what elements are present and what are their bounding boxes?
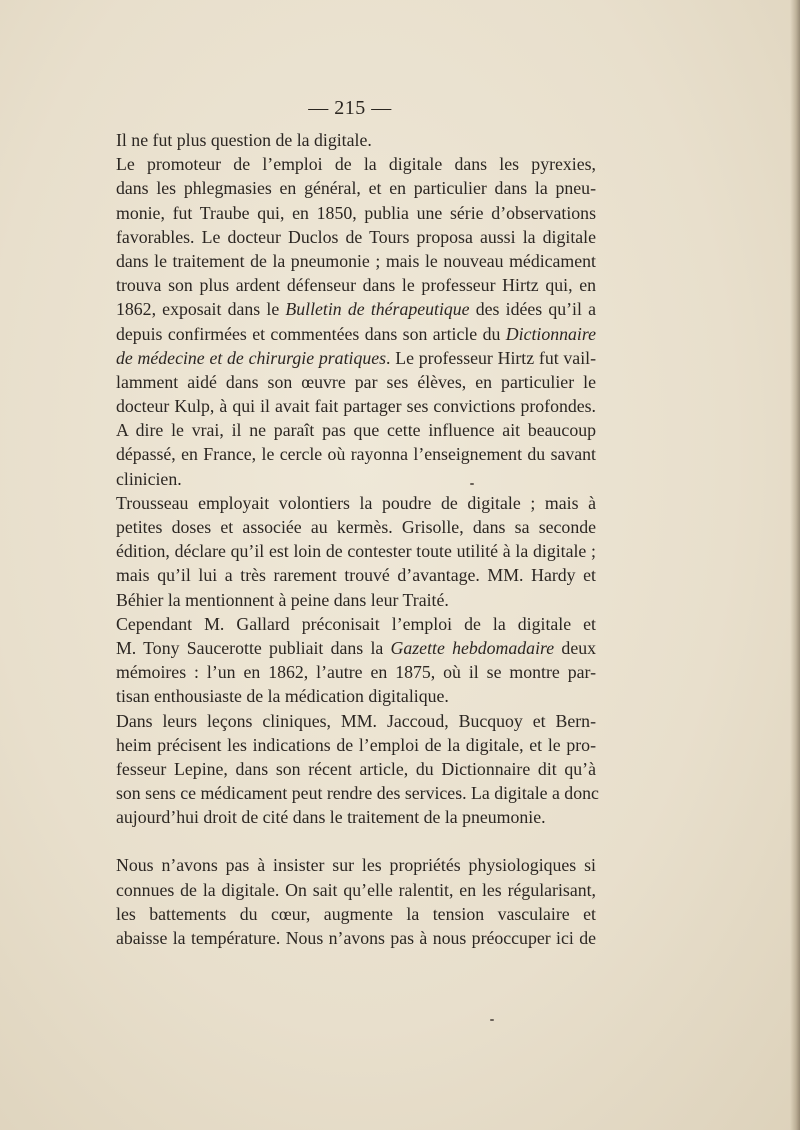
text-line: Béhier la mentionnent à peine dans leur Traité. (116, 589, 449, 610)
italic-title: de médecine et de chirurgie pratiques (116, 347, 387, 368)
text-line (116, 346, 596, 370)
text-line: trouva son plus ardent défenseur dans le professeur Hirtz qui, en (116, 275, 596, 296)
ink-speck (490, 1019, 494, 1021)
text-run: des idées qu’il a (469, 299, 596, 320)
text-line: dans le traitement de la pneumonie ; mais le nouveau médicament (116, 250, 596, 271)
text-line: docteur Kulp, à qui il avait fait partager ses convictions profondes. (116, 396, 596, 417)
paragraph-gap (116, 829, 596, 853)
text-line: tisan enthousiaste de la médication digitalique. (116, 686, 449, 707)
text-line: connues de la digitale. On sait qu’elle ralentit, en les régularisant, (116, 879, 596, 900)
text-line: abaisse la température. Nous n’avons pas à nous préoccuper ici de (116, 928, 596, 948)
text-line: mémoires : l’un en 1862, l’autre en 1875, où il se montre par- (116, 662, 596, 683)
text-line (116, 297, 596, 321)
text-line: son sens ce médicament peut rendre des services. La digitale a donc (116, 783, 599, 804)
italic-title: Bulletin de thérapeutique (285, 299, 470, 320)
text-line: aujourd’hui droit de cité dans le traitement de la pneumonie. (116, 807, 546, 828)
text-run: depuis confirmées et commentées dans son article du (116, 323, 506, 344)
text-line: dans les phlegmasies en général, et en particulier dans la pneu- (116, 178, 596, 199)
text-line: Il ne fut plus question de la digitale. (116, 130, 372, 150)
ink-speck (470, 483, 474, 485)
text-line: édition, déclare qu’il est loin de contester toute utilité à la digitale ; (116, 541, 596, 562)
text-run: deux (554, 637, 596, 658)
text-run: M. Tony Saucerotte publiait dans la (116, 637, 391, 658)
text-line: Trousseau employait volontiers la poudre de digitale ; mais à (116, 492, 596, 513)
text-line: dépassé, en France, le cercle où rayonna l’enseignement du savant (116, 444, 596, 465)
text-line: Le promoteur de l’emploi de la digitale dans les pyrexies, (116, 154, 596, 175)
text-line: Cependant M. Gallard préconisait l’emploi de la digitale et (116, 613, 596, 634)
text-line: mais qu’il lui a très rarement trouvé d’avantage. MM. Hardy et (116, 565, 596, 586)
text-run: 1862, exposait dans le (116, 299, 286, 320)
page-edge (790, 0, 800, 1130)
text-line: Nous n’avons pas à insister sur les propriétés physiologiques si (116, 855, 596, 876)
text-line: heim précisent les indications de l’emploi de la digitale, et le pro- (116, 734, 596, 755)
text-line: les battements du cœur, augmente la tension vasculaire et (116, 903, 596, 924)
text-line: lamment aidé dans son œuvre par ses élèves, en particulier le (116, 371, 596, 392)
text-line: Dans leurs leçons cliniques, MM. Jaccoud, Bucquoy et Bern- (116, 710, 596, 731)
body-text (116, 128, 599, 950)
text-line: petites doses et associée au kermès. Grisolle, dans sa seconde (116, 517, 596, 537)
text-line: fesseur Lepine, dans son récent article, du Dictionnaire dit qu’à (116, 758, 596, 779)
text-line: A dire le vrai, il ne paraît pas que cette influence ait beaucoup (116, 420, 596, 441)
text-line: clinicien. (116, 468, 182, 489)
page-number: — 215 — (308, 97, 392, 119)
text-line: favorables. Le docteur Duclos de Tours proposa aussi la digitale (116, 226, 596, 247)
italic-title: Gazette hebdomadaire (390, 637, 555, 658)
text-line: monie, fut Traube qui, en 1850, publia une série d’observations (116, 202, 596, 223)
text-run: . Le professeur Hirtz fut vail- (386, 347, 596, 368)
text-line (116, 322, 596, 346)
text-line (116, 636, 596, 660)
italic-title: Dictionnaire (505, 323, 596, 344)
